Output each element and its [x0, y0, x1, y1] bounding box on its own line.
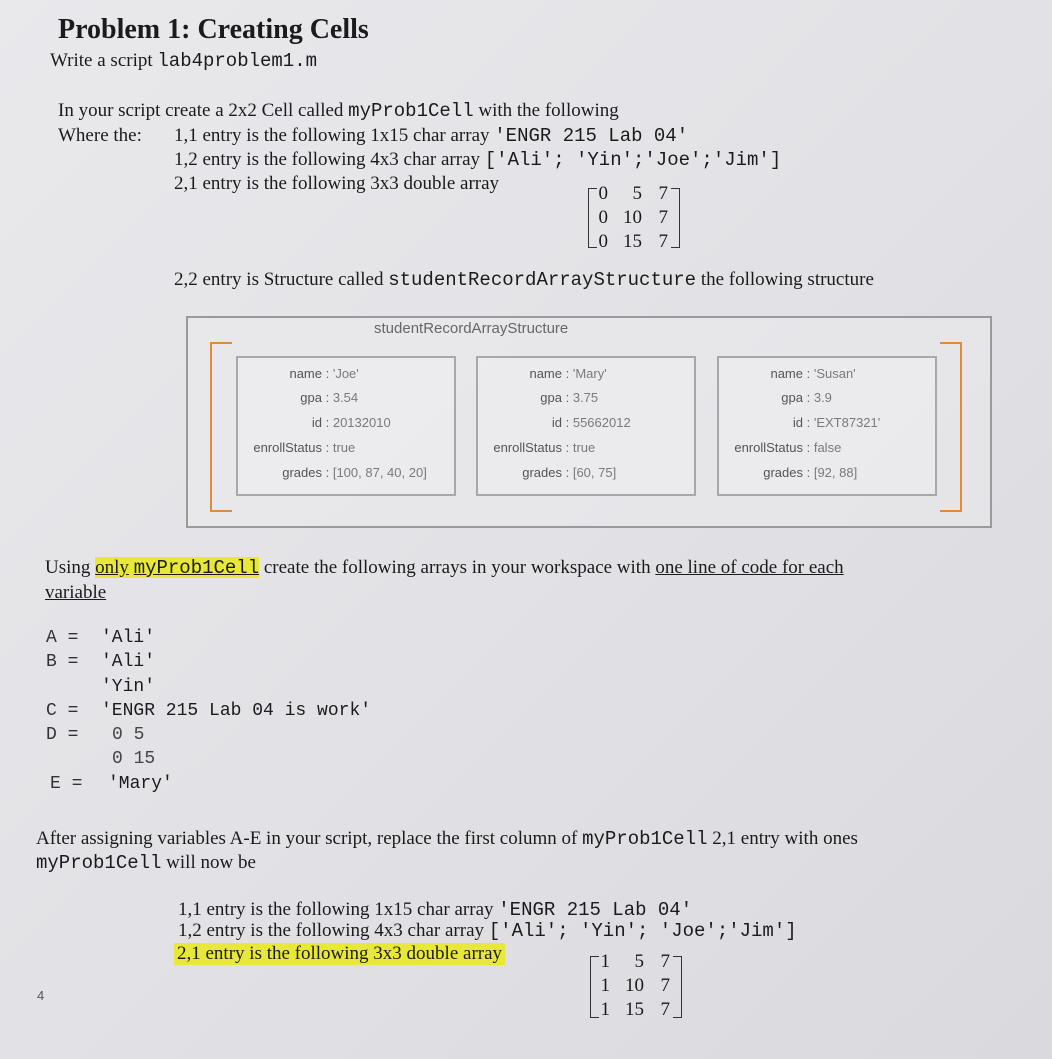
matrix-1-cell: 7: [658, 207, 668, 228]
field-label: name: [770, 366, 803, 381]
using-link-2: variable: [45, 582, 107, 603]
intro-suffix: with the following: [473, 100, 619, 121]
field-label: enrollStatus: [493, 440, 562, 455]
record-id: 20132010: [332, 415, 391, 430]
matrix-1-cell: 10: [623, 207, 642, 228]
where-label: Where the:: [58, 125, 142, 146]
field-label: enrollStatus: [253, 440, 322, 455]
matrix-1-row: [594, 182, 668, 206]
entry-22: [174, 269, 874, 291]
final-entry-12: [178, 920, 797, 942]
record-name: 'Joe': [332, 366, 359, 381]
matrix-1-cell: 0: [598, 207, 608, 228]
var-a-label: A =: [46, 628, 79, 648]
var-d-label: D =: [46, 725, 79, 745]
record-grades: [60, 75]: [572, 465, 617, 480]
final-entry-11-value: 'ENGR 215 Lab 04': [498, 899, 693, 921]
final-entry-11: [178, 899, 692, 921]
entry-11-value: 'ENGR 215 Lab 04': [494, 125, 689, 147]
matrix-1-cell: 0: [598, 183, 608, 204]
var-c-label: C =: [46, 701, 79, 721]
var-d-value-1: 0 5: [112, 725, 145, 745]
matrix-1-right-bracket: [671, 188, 680, 248]
matrix-2-cell: 5: [634, 951, 644, 972]
final-entry-21: 2,1 entry is the following 3x3 double array: [174, 943, 505, 965]
entry-12-prefix: 1,2 entry is the following 4x3 char array: [174, 149, 485, 170]
matrix-2-cell: 10: [625, 975, 644, 996]
matrix-1-row: [594, 206, 668, 230]
final-entry-12-prefix: 1,2 entry is the following 4x3 char array: [178, 920, 489, 941]
after-line: [36, 828, 858, 850]
right-array-bracket: [940, 342, 962, 512]
matrix-1-cell: 5: [632, 183, 642, 204]
page-number: 4: [37, 988, 45, 1003]
matrix-1: [588, 183, 680, 252]
final-entry-11-prefix: 1,1 entry is the following 1x15 char array: [178, 899, 499, 920]
write-line: [50, 50, 317, 72]
var-c-value: 'ENGR 215 Lab 04 is work': [101, 701, 372, 721]
intro-line: [58, 100, 619, 122]
using-line: [45, 557, 844, 579]
matrix-2-cell: 1: [600, 999, 610, 1020]
script-name: lab4problem1.m: [157, 50, 318, 72]
matrix-2-row: [596, 974, 670, 998]
using-prefix: Using: [45, 557, 96, 578]
matrix-1-cell: 7: [658, 231, 668, 252]
will-cell: myProb1Cell: [36, 852, 162, 874]
using-link: one line of code for each: [655, 557, 844, 578]
record-name: 'Mary': [572, 366, 607, 381]
field-label: name: [289, 366, 322, 381]
entry-22-prefix: 2,2 entry is Structure called: [174, 269, 389, 290]
var-a-value: 'Ali': [101, 628, 156, 648]
record-gpa: 3.9: [813, 390, 832, 405]
matrix-1-cell: 0: [598, 231, 608, 252]
matrix-1-row: [594, 230, 668, 254]
record-gpa: 3.75: [572, 390, 599, 405]
matrix-2-row: [596, 998, 670, 1022]
entry-12-value: ['Ali'; 'Yin';'Joe';'Jim']: [484, 149, 782, 171]
will-suffix: will now be: [161, 852, 256, 873]
var-e-label: E =: [50, 774, 83, 794]
left-array-bracket: [210, 342, 232, 512]
record-id: 'EXT87321': [813, 415, 881, 430]
var-b-label: B =: [46, 652, 79, 672]
matrix-2-cell: 15: [625, 999, 644, 1020]
record-grades: [92, 88]: [813, 465, 858, 480]
matrix-1-cell: 15: [623, 231, 642, 252]
using-cell: myProb1Cell: [133, 557, 260, 579]
after-suffix: 2,1 entry with ones: [707, 828, 858, 849]
entry-21: 2,1 entry is the following 3x3 double array: [174, 173, 500, 194]
field-label: id: [792, 415, 803, 430]
matrix-2-row: [596, 950, 670, 974]
write-prefix: Write a script: [50, 50, 158, 71]
var-e-value: 'Mary': [108, 774, 173, 794]
var-b-value-1: 'Ali': [101, 652, 156, 672]
entry-11-prefix: 1,1 entry is the following 1x15 char array: [174, 125, 495, 146]
field-label: grades: [522, 465, 562, 480]
record-enroll: false: [813, 440, 842, 455]
record-gpa: 3.54: [332, 390, 359, 405]
matrix-2-cell: 1: [600, 975, 610, 996]
var-d-value-2: 0 15: [112, 749, 156, 769]
using-highlight: [95, 557, 259, 578]
after-cell: myProb1Cell: [582, 828, 708, 850]
field-label: id: [551, 415, 562, 430]
entry-22-suffix: the following structure: [696, 269, 874, 290]
will-line: [36, 852, 256, 874]
using-only: only: [95, 557, 129, 578]
matrix-2: [590, 951, 682, 1020]
final-entry-12-value: ['Ali'; 'Yin'; 'Joe';'Jim']: [488, 920, 797, 942]
matrix-2-cell: 7: [660, 975, 670, 996]
after-prefix: After assigning variables A-E in your script, replace the first column of: [36, 828, 583, 849]
field-label: name: [529, 366, 562, 381]
page-title: Problem 1: Creating Cells: [58, 14, 369, 45]
entry-11: [174, 125, 688, 147]
matrix-2-right-bracket: [673, 956, 682, 1018]
intro-prefix: In your script create a 2x2 Cell called: [58, 100, 349, 121]
field-label: enrollStatus: [734, 440, 803, 455]
field-label: gpa: [781, 390, 803, 405]
record-name: 'Susan': [813, 366, 856, 381]
struct-name: studentRecordArrayStructure: [388, 269, 697, 291]
field-label: gpa: [540, 390, 562, 405]
field-label: grades: [763, 465, 803, 480]
using-mid: create the following arrays in your workspace with: [259, 557, 656, 578]
cell-name: myProb1Cell: [348, 100, 474, 122]
matrix-1-cell: 7: [658, 183, 668, 204]
var-b-value-2: 'Yin': [101, 677, 156, 697]
record-grades: [100, 87, 40, 20]: [332, 465, 427, 480]
matrix-2-cell: 1: [600, 951, 610, 972]
field-label: gpa: [300, 390, 322, 405]
matrix-2-cell: 7: [660, 999, 670, 1020]
record-enroll: true: [332, 440, 356, 455]
field-label: id: [311, 415, 322, 430]
field-label: grades: [282, 465, 322, 480]
matrix-2-cell: 7: [660, 951, 670, 972]
entry-12: [174, 149, 781, 171]
record-id: 55662012: [572, 415, 631, 430]
record-enroll: true: [572, 440, 596, 455]
diagram-title: studentRecordArrayStructure: [374, 320, 569, 337]
